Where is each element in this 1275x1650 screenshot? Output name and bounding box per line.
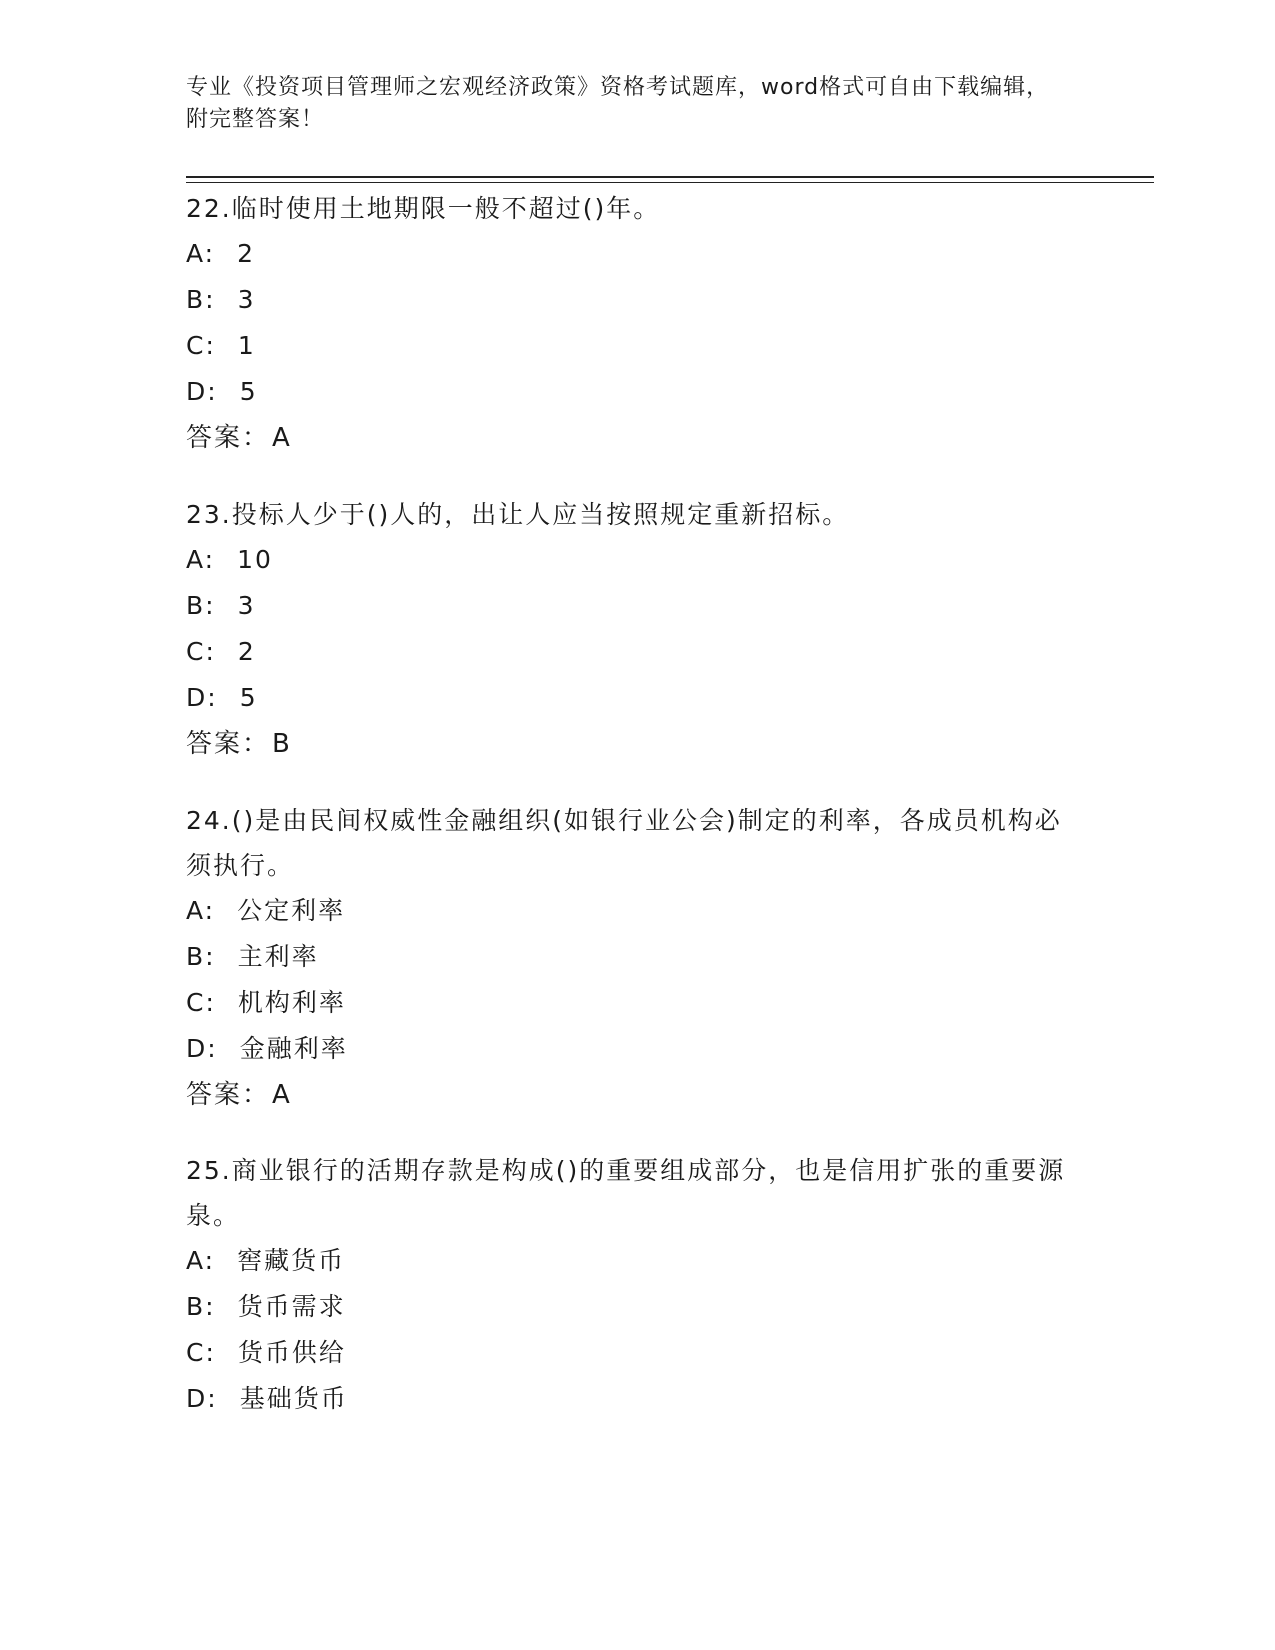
- option-letter: B:: [186, 1292, 216, 1321]
- option-text: 基础货币: [239, 1384, 348, 1413]
- option-b: [186, 1284, 1086, 1330]
- option-a: [186, 231, 1086, 277]
- option-text: 机构利率: [237, 988, 346, 1017]
- option-letter: A:: [186, 545, 216, 574]
- option-c: [186, 1330, 1086, 1376]
- option-c: [186, 980, 1086, 1026]
- answer-line: [186, 721, 1086, 767]
- option-letter: D:: [186, 1034, 218, 1063]
- option-text: 5: [239, 377, 258, 406]
- option-c: [186, 323, 1086, 369]
- option-letter: D:: [186, 683, 218, 712]
- option-text: 货币需求: [237, 1292, 346, 1321]
- answer-value: B: [272, 729, 292, 759]
- option-text: 10: [237, 545, 273, 574]
- option-letter: A:: [186, 239, 216, 268]
- question-stem: 24.()是由民间权威性金融组织(如银行业公会)制定的利率，各成员机构必须执行。: [186, 806, 1062, 880]
- option-d: [186, 675, 1086, 721]
- question-stem: 25.商业银行的活期存款是构成()的重要组成部分，也是信用扩张的重要源泉。: [186, 1156, 1066, 1230]
- answer-label: 答案：: [186, 1080, 271, 1110]
- question-23: [186, 492, 1086, 767]
- option-letter: D:: [186, 377, 218, 406]
- answer-value: A: [272, 423, 292, 453]
- option-text: 窖藏货币: [237, 1246, 346, 1275]
- option-text: 1: [237, 331, 256, 360]
- option-d: [186, 1376, 1086, 1422]
- option-text: 5: [239, 683, 258, 712]
- option-letter: B:: [186, 942, 216, 971]
- answer-value: A: [272, 1080, 292, 1110]
- header-text: 专业《投资项目管理师之宏观经济政策》资格考试题库，word格式可自由下载编辑，附完整答案！: [186, 75, 1050, 132]
- option-d: [186, 369, 1086, 415]
- option-text: 公定利率: [237, 896, 346, 925]
- option-text: 3: [237, 591, 256, 620]
- option-letter: B:: [186, 591, 216, 620]
- option-text: 金融利率: [239, 1034, 348, 1063]
- question-24: [186, 798, 1086, 1118]
- option-c: [186, 629, 1086, 675]
- question-stem: 22.临时使用土地期限一般不超过()年。: [186, 194, 661, 223]
- question-stem: 23.投标人少于()人的，出让人应当按照规定重新招标。: [186, 500, 850, 529]
- answer-line: [186, 1072, 1086, 1118]
- answer-label: 答案：: [186, 729, 271, 759]
- option-letter: C:: [186, 331, 216, 360]
- option-a: [186, 888, 1086, 934]
- option-a: [186, 1238, 1086, 1284]
- option-letter: C:: [186, 1338, 216, 1367]
- question-22: [186, 186, 1086, 461]
- option-letter: D:: [186, 1384, 218, 1413]
- option-b: [186, 277, 1086, 323]
- option-text: 主利率: [237, 942, 319, 971]
- option-letter: C:: [186, 637, 216, 666]
- header-divider-thin: [186, 182, 1154, 183]
- question-25: [186, 1148, 1086, 1422]
- option-letter: C:: [186, 988, 216, 1017]
- option-letter: A:: [186, 896, 216, 925]
- option-b: [186, 934, 1086, 980]
- option-b: [186, 583, 1086, 629]
- option-text: 货币供给: [237, 1338, 346, 1367]
- option-letter: A:: [186, 1246, 216, 1275]
- option-letter: B:: [186, 285, 216, 314]
- document-header: [186, 72, 1066, 136]
- option-a: [186, 537, 1086, 583]
- answer-label: 答案：: [186, 423, 271, 453]
- option-text: 2: [237, 239, 255, 268]
- option-text: 2: [237, 637, 256, 666]
- option-d: [186, 1026, 1086, 1072]
- header-divider-thick: [186, 176, 1154, 178]
- option-text: 3: [237, 285, 256, 314]
- answer-line: [186, 415, 1086, 461]
